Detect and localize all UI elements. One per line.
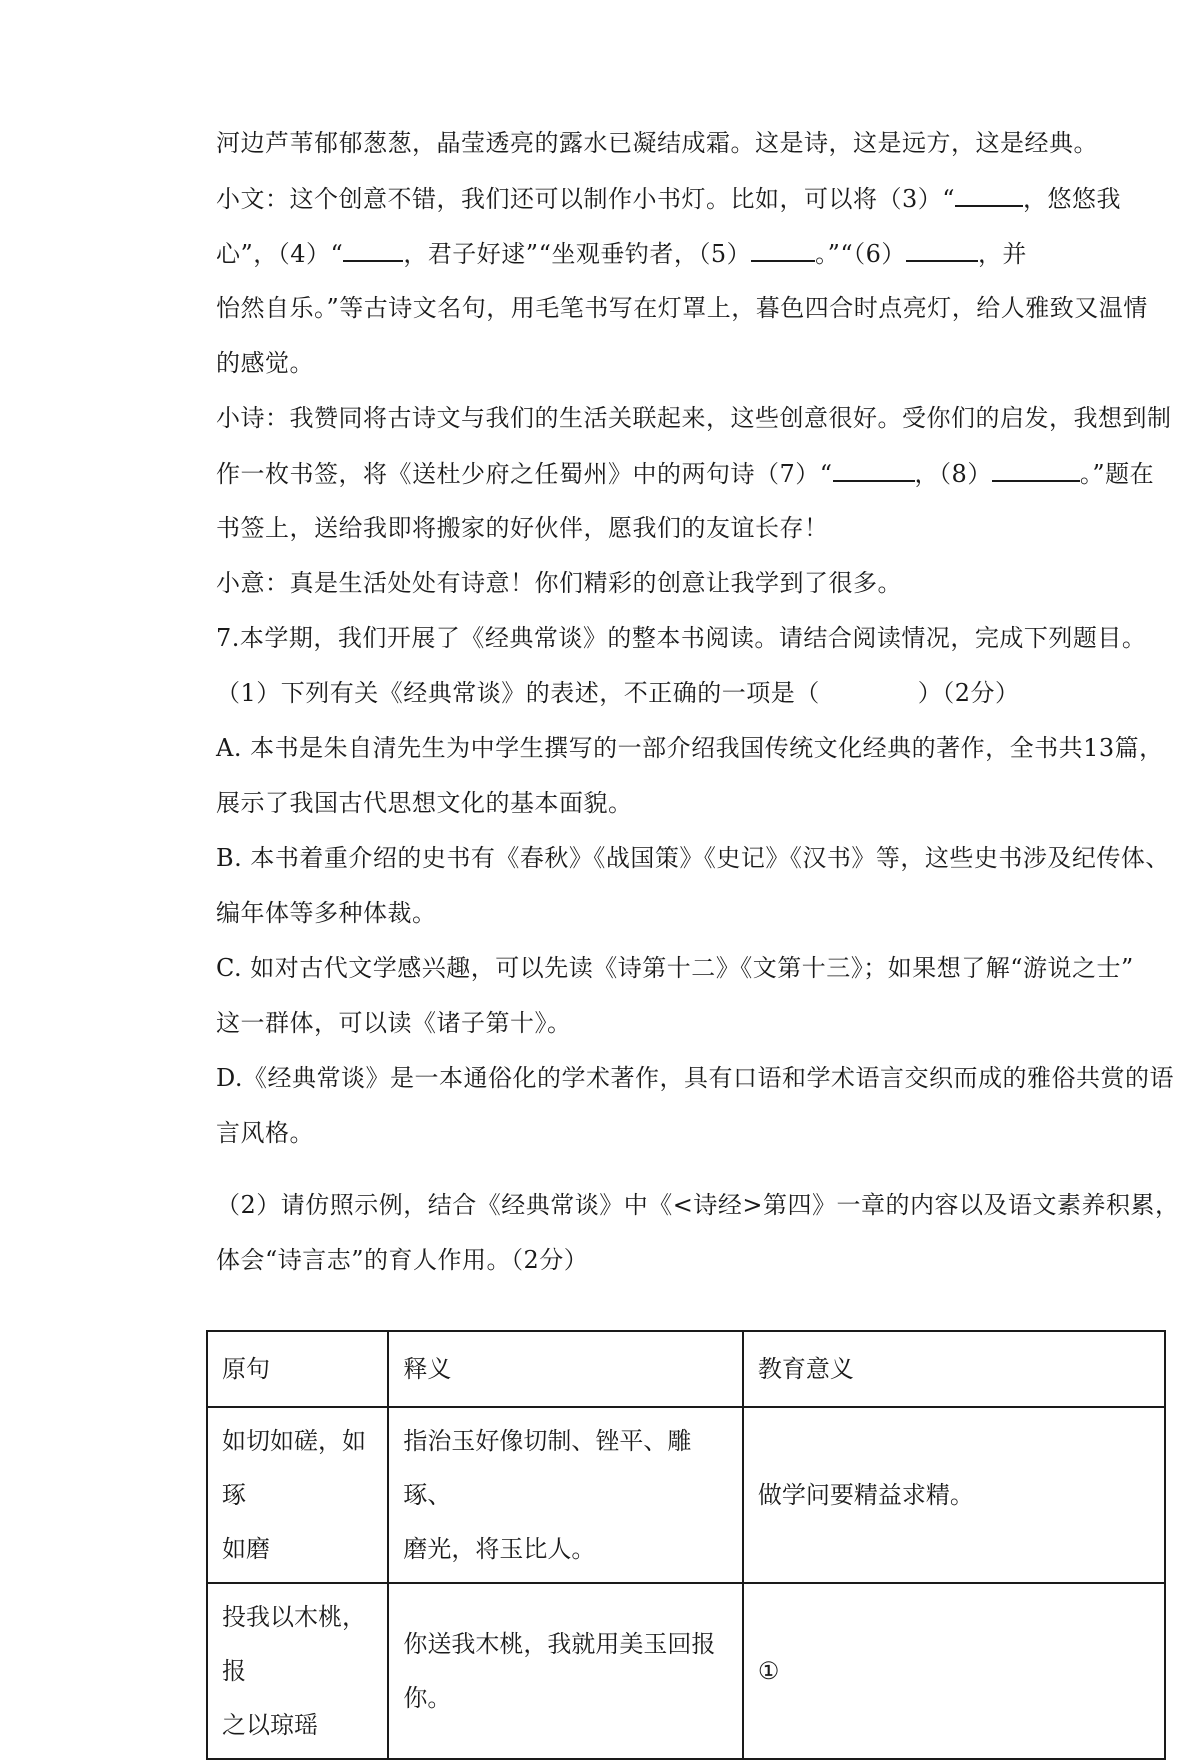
line-text: 这一群体，可以读《诸子第十》。 (216, 1009, 572, 1037)
option-c-cont (216, 1008, 1160, 1038)
line-text: 言风格。 (216, 1119, 314, 1147)
question-7-2-prompt-cont (216, 1245, 1160, 1275)
text-line (216, 458, 1160, 489)
line-text: 展示了我国古代思想文化的基本面貌。 (216, 789, 633, 817)
line-text: ，君子好逑”“坐观垂钓者，（5） (403, 240, 752, 268)
option-d (216, 1063, 1175, 1093)
line-text: 河边芦苇郁郁葱葱，晶莹透亮的露水已凝结成霜。这是诗，这是远方，这是经典。 (216, 129, 1098, 157)
header-cell-meaning: 释义 (388, 1331, 742, 1407)
text-line (216, 183, 1160, 214)
line-text: 的感觉。 (216, 349, 314, 377)
line-text: 编年体等多种体裁。 (216, 899, 437, 927)
header-cell-original: 原句 (207, 1331, 388, 1407)
cell-original (207, 1407, 388, 1583)
cell-text: 如切如磋，如琢 (222, 1427, 366, 1509)
cell-education-answer[interactable]: ① (743, 1583, 1165, 1759)
line-text: 作一枚书签，将《送杜少府之任蜀州》中的两句诗（7）“ (216, 460, 833, 488)
answer-blank-6[interactable] (906, 238, 978, 262)
cell-original (207, 1583, 388, 1759)
option-b (216, 843, 1170, 873)
line-text: 体会“诗言志”的育人作用。（2分） (216, 1246, 589, 1274)
option-d-cont (216, 1118, 1160, 1148)
line-text: 书签上，送给我即将搬家的好伙伴，愿我们的友谊长存！ (216, 514, 829, 542)
line-text: （1）下列有关《经典常谈》的表述，不正确的一项是（ ）（2分） (216, 679, 1020, 707)
question-7-1-prompt (216, 678, 1160, 708)
cell-text: 磨光，将玉比人。 (403, 1535, 596, 1563)
line-text: C. 如对古代文学感兴趣，可以先读《诗第十二》《文第十三》；如果想了解“游说之士” (216, 954, 1134, 982)
answer-blank-7[interactable] (833, 458, 915, 482)
line-text: 7.本学期，我们开展了《经典常谈》的整本书阅读。请结合阅读情况，完成下列题目。 (216, 624, 1147, 652)
question-7-title (216, 623, 1160, 653)
table-row (207, 1407, 1165, 1583)
line-text: ，并 (977, 240, 1027, 268)
table-header-row (207, 1331, 1165, 1407)
option-c (216, 953, 1160, 983)
cell-text: 你送我木桃，我就用美玉回报 (403, 1630, 716, 1658)
answer-blank-8[interactable] (992, 458, 1080, 482)
line-text: 小意：真是生活处处有诗意！你们精彩的创意让我学到了很多。 (216, 569, 902, 597)
line-text: A. 本书是朱自清先生为中学生撰写的一部介绍我国传统文化经典的著作，全书共13篇， (216, 734, 1164, 762)
header-cell-education: 教育意义 (743, 1331, 1165, 1407)
poetry-table (206, 1330, 1166, 1760)
line-text: 怡然自乐。”等古诗文名句，用毛笔书写在灯罩上，暮色四合时点亮灯，给人雅致又温情 (216, 294, 1148, 322)
text-line (216, 238, 1160, 269)
option-a (216, 733, 1164, 763)
line-text: 小文：这个创意不错，我们还可以制作小书灯。比如，可以将（3）“ (216, 185, 956, 213)
cell-text: 投我以木桃，报 (222, 1603, 366, 1685)
line-text: ，悠悠我 (1023, 185, 1122, 213)
answer-blank-5[interactable] (751, 238, 815, 262)
table-row (207, 1583, 1165, 1759)
answer-blank-4[interactable] (343, 238, 403, 262)
line-text: B. 本书着重介绍的史书有《春秋》《战国策》《史记》《汉书》等，这些史书涉及纪传体、 (216, 844, 1170, 872)
text-line (216, 348, 1160, 378)
question-7-2-prompt (216, 1190, 1180, 1220)
line-text: ，（8） (914, 460, 992, 488)
option-b-cont (216, 898, 1160, 928)
line-text: D.《经典常谈》是一本通俗化的学术著作，具有口语和学术语言交织而成的雅俗共赏的语 (216, 1064, 1175, 1092)
text-line (216, 513, 1160, 543)
line-text: 心”，（4）“ (216, 240, 344, 268)
cell-text: 如磨 (222, 1535, 270, 1563)
option-a-cont (216, 788, 1160, 818)
line-text: 。”“（6） (815, 240, 906, 268)
answer-blank-3[interactable] (955, 183, 1023, 207)
cell-text: 指治玉好像切制、锉平、雕琢、 (403, 1427, 692, 1509)
text-line (216, 128, 1160, 158)
cell-meaning (388, 1407, 742, 1583)
line-text: 。”题在 (1079, 460, 1155, 488)
cell-education: 做学问要精益求精。 (743, 1407, 1165, 1583)
text-line (216, 403, 1172, 433)
line-text: （2）请仿照示例，结合《经典常谈》中《<诗经>第四》一章的内容以及语文素养积累， (216, 1191, 1180, 1219)
text-line (216, 293, 1160, 323)
cell-text: 之以琼瑶 (222, 1711, 318, 1739)
cell-meaning (388, 1583, 742, 1759)
cell-text: 你。 (403, 1684, 452, 1712)
line-text: 小诗：我赞同将古诗文与我们的生活关联起来，这些创意很好。受你们的启发，我想到制 (216, 404, 1172, 432)
text-line (216, 568, 1160, 598)
